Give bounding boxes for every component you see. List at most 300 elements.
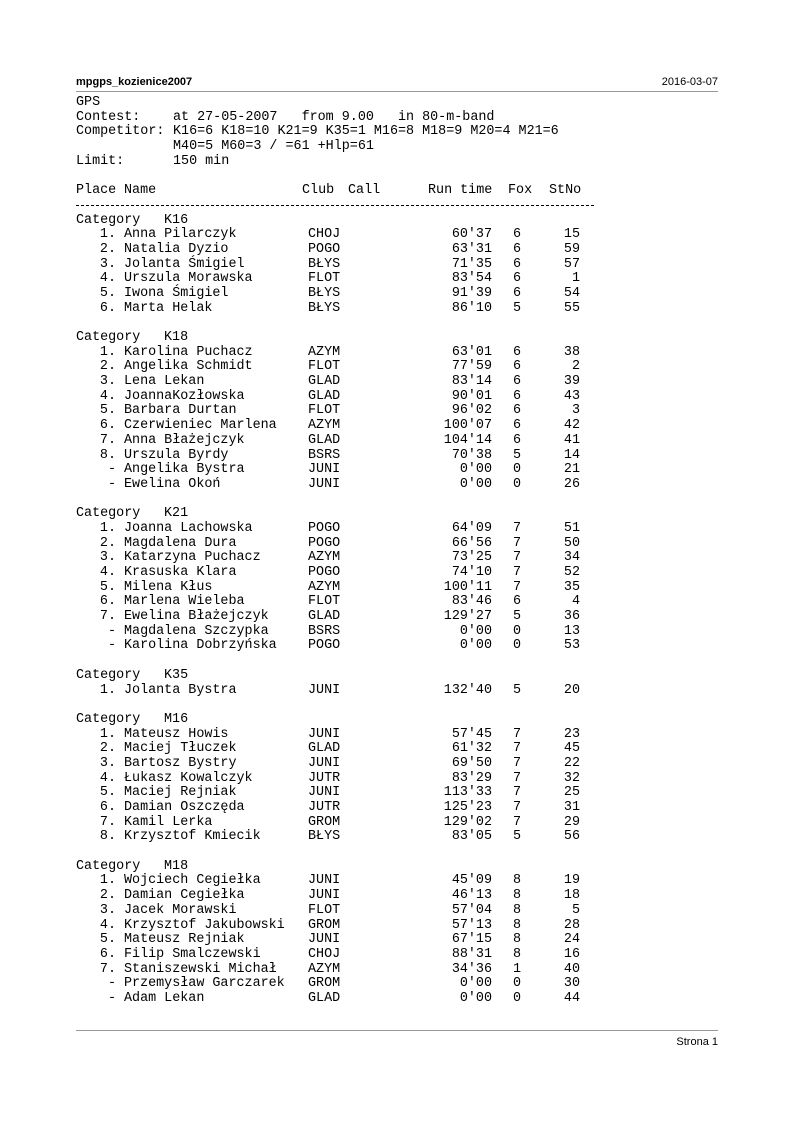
result-row <box>76 874 718 889</box>
result-row <box>76 243 718 258</box>
cell-stno: 20 <box>563 682 580 698</box>
cell-club: FLOT <box>308 359 341 375</box>
result-row <box>76 258 718 273</box>
cell-runtime: 113'33 <box>443 785 492 801</box>
cell-fox: 6 <box>512 344 522 360</box>
cell-runtime: 83'05 <box>451 829 492 845</box>
result-row <box>76 977 718 992</box>
contest-value: at 27-05-2007 from 9.00 in 80-m-band <box>173 109 495 125</box>
cell-place: 4. <box>99 271 116 287</box>
result-row <box>76 728 718 743</box>
cell-fox: 7 <box>512 520 522 536</box>
cell-name: Anna Błażejczyk <box>124 432 245 448</box>
cell-runtime: 88'31 <box>451 946 492 962</box>
cell-runtime: 0'00 <box>459 462 492 478</box>
cell-runtime: 0'00 <box>459 990 492 1006</box>
cell-club: JUNI <box>308 726 341 742</box>
cell-place: 7. <box>99 961 116 977</box>
cell-name: Marta Helak <box>124 300 213 316</box>
cell-club: BŁYS <box>308 285 341 301</box>
cell-runtime: 34'36 <box>451 961 492 977</box>
cell-place: 1. <box>99 344 116 360</box>
cell-runtime: 57'04 <box>451 902 492 918</box>
cell-stno: 14 <box>563 447 580 463</box>
cell-name: Kamil Lerka <box>124 814 213 830</box>
cell-fox: 1 <box>512 961 522 977</box>
category-name: K18 <box>164 330 189 345</box>
cell-stno: 39 <box>563 374 580 390</box>
cell-place: 2. <box>99 535 116 551</box>
result-row <box>76 419 718 434</box>
cell-runtime: 0'00 <box>459 976 492 992</box>
cell-runtime: 45'09 <box>451 873 492 889</box>
header-divider <box>76 91 718 92</box>
cell-place: 1. <box>99 227 116 243</box>
cell-place: 2. <box>99 888 116 904</box>
cell-runtime: 104'14 <box>443 432 492 448</box>
cell-name: Ewelina Błażejczyk <box>124 609 269 625</box>
cell-name: Mateusz Rejniak <box>124 932 245 948</box>
cell-fox: 0 <box>512 638 522 654</box>
result-row <box>76 889 718 904</box>
cell-place: 5. <box>99 285 116 301</box>
cell-runtime: 0'00 <box>459 476 492 492</box>
limit-value: 150 min <box>173 153 230 169</box>
cell-fox: 5 <box>512 609 522 625</box>
print-date: 2016-03-07 <box>661 76 718 88</box>
spacer <box>76 845 718 860</box>
cell-name: Lena Lekan <box>124 374 205 390</box>
cell-name: Wojciech Cegiełka <box>124 873 261 889</box>
cell-stno: 44 <box>563 990 580 1006</box>
cell-stno: 29 <box>563 814 580 830</box>
cell-name: Filip Smalczewski <box>124 946 261 962</box>
cell-stno: 13 <box>563 623 580 639</box>
result-row <box>76 449 718 464</box>
cell-name: Natalia Dyzio <box>124 241 229 257</box>
result-row <box>76 390 718 405</box>
cell-runtime: 91'39 <box>451 285 492 301</box>
report-type: GPS <box>76 95 101 110</box>
cell-stno: 35 <box>563 579 580 595</box>
cell-club: POGO <box>308 565 341 580</box>
result-row <box>76 434 718 449</box>
spacer <box>76 698 718 713</box>
cell-fox: 6 <box>512 256 522 272</box>
cell-stno: 52 <box>563 565 580 580</box>
cell-runtime: 66'56 <box>451 535 492 551</box>
category-label: Category <box>76 858 141 874</box>
cell-stno: 25 <box>563 785 580 801</box>
cell-place: 2. <box>99 741 116 757</box>
col-stno: StNo <box>549 183 582 199</box>
cell-place: 5. <box>99 785 116 801</box>
result-row <box>76 757 718 772</box>
cell-name: Angelika Bystra <box>124 462 245 478</box>
col-runtime: Run time <box>428 183 493 199</box>
cell-name: Krzysztof Kmiecik <box>124 829 261 845</box>
cell-fox: 7 <box>512 741 522 757</box>
result-row <box>76 595 718 610</box>
result-row <box>76 816 718 831</box>
cell-club: FLOT <box>308 271 341 287</box>
cell-place: 2. <box>99 359 116 375</box>
cell-club: FLOT <box>308 902 341 918</box>
cell-name: Czerwieniec Marlena <box>124 418 277 434</box>
cell-runtime: 100'11 <box>443 579 492 595</box>
cell-club: AZYM <box>308 579 341 595</box>
contest-label: Contest: <box>76 109 141 125</box>
cell-place: - <box>107 623 116 639</box>
cell-stno: 51 <box>563 520 580 536</box>
col-fox: Fox <box>508 183 533 199</box>
cell-club: BŁYS <box>308 300 341 316</box>
category-name: M16 <box>164 711 189 727</box>
cell-place: 4. <box>99 770 116 786</box>
competitor-label: Competitor: <box>76 124 165 140</box>
result-row <box>76 302 718 317</box>
cell-place: 3. <box>99 902 116 918</box>
competitor-value: K16=6 K18=10 K21=9 K35=1 M16=8 M18=9 M20=4 M21=6 <box>173 124 559 140</box>
cell-place: 7. <box>99 432 116 448</box>
cell-fox: 8 <box>512 932 522 948</box>
cell-place: 3. <box>99 256 116 272</box>
cell-club: JUNI <box>308 682 341 698</box>
cell-fox: 8 <box>512 873 522 889</box>
cell-stno: 26 <box>563 476 580 492</box>
cell-place: - <box>107 476 116 492</box>
cell-club: GLAD <box>308 374 341 390</box>
cell-place: 4. <box>99 565 116 580</box>
cell-fox: 5 <box>512 447 522 463</box>
cell-name: Urszula Byrdy <box>124 447 229 463</box>
cell-name: Maciej Rejniak <box>124 785 237 801</box>
cell-fox: 7 <box>512 800 522 815</box>
cell-runtime: 46'13 <box>451 888 492 904</box>
cell-name: Magdalena Szczypka <box>124 623 269 639</box>
cell-runtime: 57'13 <box>451 917 492 933</box>
cell-runtime: 83'14 <box>451 374 492 390</box>
cell-club: POGO <box>308 638 341 654</box>
result-row <box>76 904 718 919</box>
cell-fox: 0 <box>512 990 522 1006</box>
cell-fox: 8 <box>512 888 522 904</box>
result-row <box>76 272 718 287</box>
cell-name: Przemysław Garczarek <box>124 976 285 992</box>
result-row <box>76 742 718 757</box>
contest-line <box>76 111 718 126</box>
result-row <box>76 375 718 390</box>
result-row <box>76 610 718 625</box>
cell-place: - <box>107 976 116 992</box>
cell-runtime: 125'23 <box>443 800 492 815</box>
cell-place: 3. <box>99 550 116 566</box>
cell-club: GROM <box>308 814 341 830</box>
cell-stno: 50 <box>563 535 580 551</box>
cell-stno: 32 <box>563 770 580 786</box>
cell-club: BSRS <box>308 623 341 639</box>
category-name: K21 <box>164 506 189 522</box>
cell-fox: 6 <box>512 432 522 448</box>
cell-stno: 57 <box>563 256 580 272</box>
cell-club: GLAD <box>308 388 341 404</box>
cell-name: Jolanta Bystra <box>124 682 237 698</box>
cell-club: CHOJ <box>308 227 341 243</box>
cell-stno: 55 <box>563 300 580 316</box>
cell-club: AZYM <box>308 550 341 566</box>
cell-runtime: 83'46 <box>451 594 492 610</box>
cell-name: Mateusz Howis <box>124 726 229 742</box>
cell-fox: 8 <box>512 902 522 918</box>
col-name: Name <box>124 183 157 199</box>
spacer <box>76 493 718 508</box>
cell-fox: 6 <box>512 285 522 301</box>
category-label: Category <box>76 667 141 683</box>
cell-place: 1. <box>99 520 116 536</box>
cell-runtime: 129'02 <box>443 814 492 830</box>
results-listing <box>76 96 718 1007</box>
cell-fox: 5 <box>512 300 522 316</box>
cell-stno: 5 <box>571 902 580 918</box>
cell-name: Karolina Puchacz <box>124 344 253 360</box>
cell-stno: 53 <box>563 638 580 654</box>
cell-runtime: 132'40 <box>443 682 492 698</box>
spacer <box>76 316 718 331</box>
dashed-rule <box>76 199 718 214</box>
result-row <box>76 948 718 963</box>
cell-club: GROM <box>308 917 341 933</box>
result-row <box>76 346 718 361</box>
cell-runtime: 63'01 <box>451 344 492 360</box>
cell-place: - <box>107 462 116 478</box>
category-label: Category <box>76 506 141 522</box>
competitor-line <box>76 125 718 140</box>
result-row <box>76 581 718 596</box>
cell-stno: 22 <box>563 755 580 771</box>
cell-fox: 0 <box>512 976 522 992</box>
cell-runtime: 64'09 <box>451 520 492 536</box>
cell-runtime: 71'35 <box>451 256 492 272</box>
category-label: Category <box>76 212 141 228</box>
cell-stno: 4 <box>571 594 580 610</box>
cell-fox: 7 <box>512 579 522 595</box>
cell-fox: 6 <box>512 594 522 610</box>
result-row <box>76 801 718 816</box>
cell-place: 4. <box>99 917 116 933</box>
cell-name: Damian Oszczęda <box>124 800 245 815</box>
cell-stno: 23 <box>563 726 580 742</box>
cell-place: 6. <box>99 594 116 610</box>
cell-place: 2. <box>99 241 116 257</box>
category-label: Category <box>76 711 141 727</box>
cell-club: BSRS <box>308 447 341 463</box>
cell-place: 5. <box>99 932 116 948</box>
cell-name: Katarzyna Puchacz <box>124 550 261 566</box>
cell-runtime: 67'15 <box>451 932 492 948</box>
spacer <box>76 654 718 669</box>
cell-place: 5. <box>99 579 116 595</box>
cell-club: GLAD <box>308 432 341 448</box>
cell-club: GLAD <box>308 741 341 757</box>
cell-fox: 6 <box>512 359 522 375</box>
cell-place: 6. <box>99 800 116 815</box>
cell-name: JoannaKozłowska <box>124 388 245 404</box>
category-name: K16 <box>164 212 189 228</box>
cell-runtime: 100'07 <box>443 418 492 434</box>
cell-stno: 45 <box>563 741 580 757</box>
cell-club: POGO <box>308 535 341 551</box>
result-row <box>76 463 718 478</box>
result-row <box>76 404 718 419</box>
cell-stno: 38 <box>563 344 580 360</box>
result-row <box>76 537 718 552</box>
cell-stno: 30 <box>563 976 580 992</box>
result-row <box>76 786 718 801</box>
cell-club: GLAD <box>308 609 341 625</box>
cell-stno: 16 <box>563 946 580 962</box>
cell-place: 8. <box>99 829 116 845</box>
cell-runtime: 61'32 <box>451 741 492 757</box>
category-header <box>76 669 718 684</box>
cell-fox: 5 <box>512 682 522 698</box>
cell-stno: 42 <box>563 418 580 434</box>
cell-fox: 6 <box>512 418 522 434</box>
page-number: Strona 1 <box>676 1036 718 1048</box>
col-call: Call <box>348 183 381 199</box>
cell-name: Ewelina Okoń <box>124 476 221 492</box>
cell-place: 4. <box>99 388 116 404</box>
category-header <box>76 713 718 728</box>
cell-place: 1. <box>99 873 116 889</box>
cell-name: Staniszewski Michał <box>124 961 277 977</box>
cell-fox: 0 <box>512 476 522 492</box>
cell-name: Joanna Lachowska <box>124 520 253 536</box>
cell-stno: 41 <box>563 432 580 448</box>
cell-club: AZYM <box>308 961 341 977</box>
cell-runtime: 83'54 <box>451 271 492 287</box>
cell-name: Łukasz Kowalczyk <box>124 770 253 786</box>
category-name: K35 <box>164 667 189 683</box>
result-row <box>76 772 718 787</box>
cell-fox: 0 <box>512 462 522 478</box>
limit-line <box>76 155 718 170</box>
cell-club: JUNI <box>308 888 341 904</box>
cell-club: AZYM <box>308 344 341 360</box>
cell-club: JUNI <box>308 785 341 801</box>
cell-club: CHOJ <box>308 946 341 962</box>
cell-name: Krzysztof Jakubowski <box>124 917 285 933</box>
cell-club: JUTR <box>308 800 341 815</box>
cell-runtime: 70'38 <box>451 447 492 463</box>
cell-club: AZYM <box>308 418 341 434</box>
cell-club: JUNI <box>308 476 341 492</box>
result-row <box>76 963 718 978</box>
cell-place: 8. <box>99 447 116 463</box>
cell-runtime: 63'31 <box>451 241 492 257</box>
cell-place: 5. <box>99 403 116 419</box>
cell-runtime: 77'59 <box>451 359 492 375</box>
cell-stno: 28 <box>563 917 580 933</box>
cell-stno: 36 <box>563 609 580 625</box>
cell-stno: 56 <box>563 829 580 845</box>
result-row <box>76 522 718 537</box>
category-header <box>76 860 718 875</box>
cell-runtime: 90'01 <box>451 388 492 404</box>
categories <box>76 214 718 1007</box>
cell-fox: 6 <box>512 388 522 404</box>
category-label: Category <box>76 330 141 345</box>
cell-place: 7. <box>99 609 116 625</box>
cell-stno: 3 <box>571 403 580 419</box>
cell-runtime: 0'00 <box>459 638 492 654</box>
cell-fox: 7 <box>512 550 522 566</box>
cell-place: 3. <box>99 755 116 771</box>
cell-stno: 54 <box>563 285 580 301</box>
cell-runtime: 74'10 <box>451 565 492 580</box>
cell-stno: 40 <box>563 961 580 977</box>
result-row <box>76 684 718 699</box>
cell-fox: 7 <box>512 785 522 801</box>
cell-club: GROM <box>308 976 341 992</box>
competitor-line-2 <box>76 140 718 155</box>
column-header <box>76 184 718 199</box>
cell-fox: 6 <box>512 403 522 419</box>
result-row <box>76 360 718 375</box>
cell-club: JUNI <box>308 932 341 948</box>
result-row <box>76 830 718 845</box>
cell-place: - <box>107 990 116 1006</box>
cell-name: Bartosz Bystry <box>124 755 237 771</box>
page-header <box>76 76 718 90</box>
cell-stno: 34 <box>563 550 580 566</box>
result-row <box>76 992 718 1007</box>
category-name: M18 <box>164 858 189 874</box>
cell-stno: 15 <box>563 227 580 243</box>
result-row <box>76 933 718 948</box>
result-row <box>76 228 718 243</box>
cell-place: 1. <box>99 726 116 742</box>
cell-club: POGO <box>308 520 341 536</box>
cell-club: BŁYS <box>308 829 341 845</box>
cell-runtime: 69'50 <box>451 755 492 771</box>
cell-name: Barbara Durtan <box>124 403 237 419</box>
cell-stno: 59 <box>563 241 580 257</box>
col-club: Club <box>302 183 335 199</box>
result-row <box>76 566 718 581</box>
cell-club: JUTR <box>308 770 341 786</box>
cell-fox: 0 <box>512 623 522 639</box>
cell-runtime: 0'00 <box>459 623 492 639</box>
cell-club: JUNI <box>308 873 341 889</box>
footer-divider <box>76 1030 718 1031</box>
cell-fox: 8 <box>512 917 522 933</box>
result-row <box>76 919 718 934</box>
limit-label: Limit: <box>76 153 125 169</box>
competitor-value-continued: M40=5 M60=3 / =61 +Hlp=61 <box>173 139 374 155</box>
cell-fox: 6 <box>512 271 522 287</box>
cell-runtime: 96'02 <box>451 403 492 419</box>
cell-runtime: 57'45 <box>451 726 492 742</box>
cell-place: - <box>107 638 116 654</box>
cell-stno: 1 <box>571 271 580 287</box>
cell-place: 6. <box>99 418 116 434</box>
result-row <box>76 551 718 566</box>
cell-stno: 31 <box>563 800 580 815</box>
result-row <box>76 287 718 302</box>
cell-fox: 7 <box>512 770 522 786</box>
cell-club: FLOT <box>308 403 341 419</box>
cell-place: 6. <box>99 300 116 316</box>
